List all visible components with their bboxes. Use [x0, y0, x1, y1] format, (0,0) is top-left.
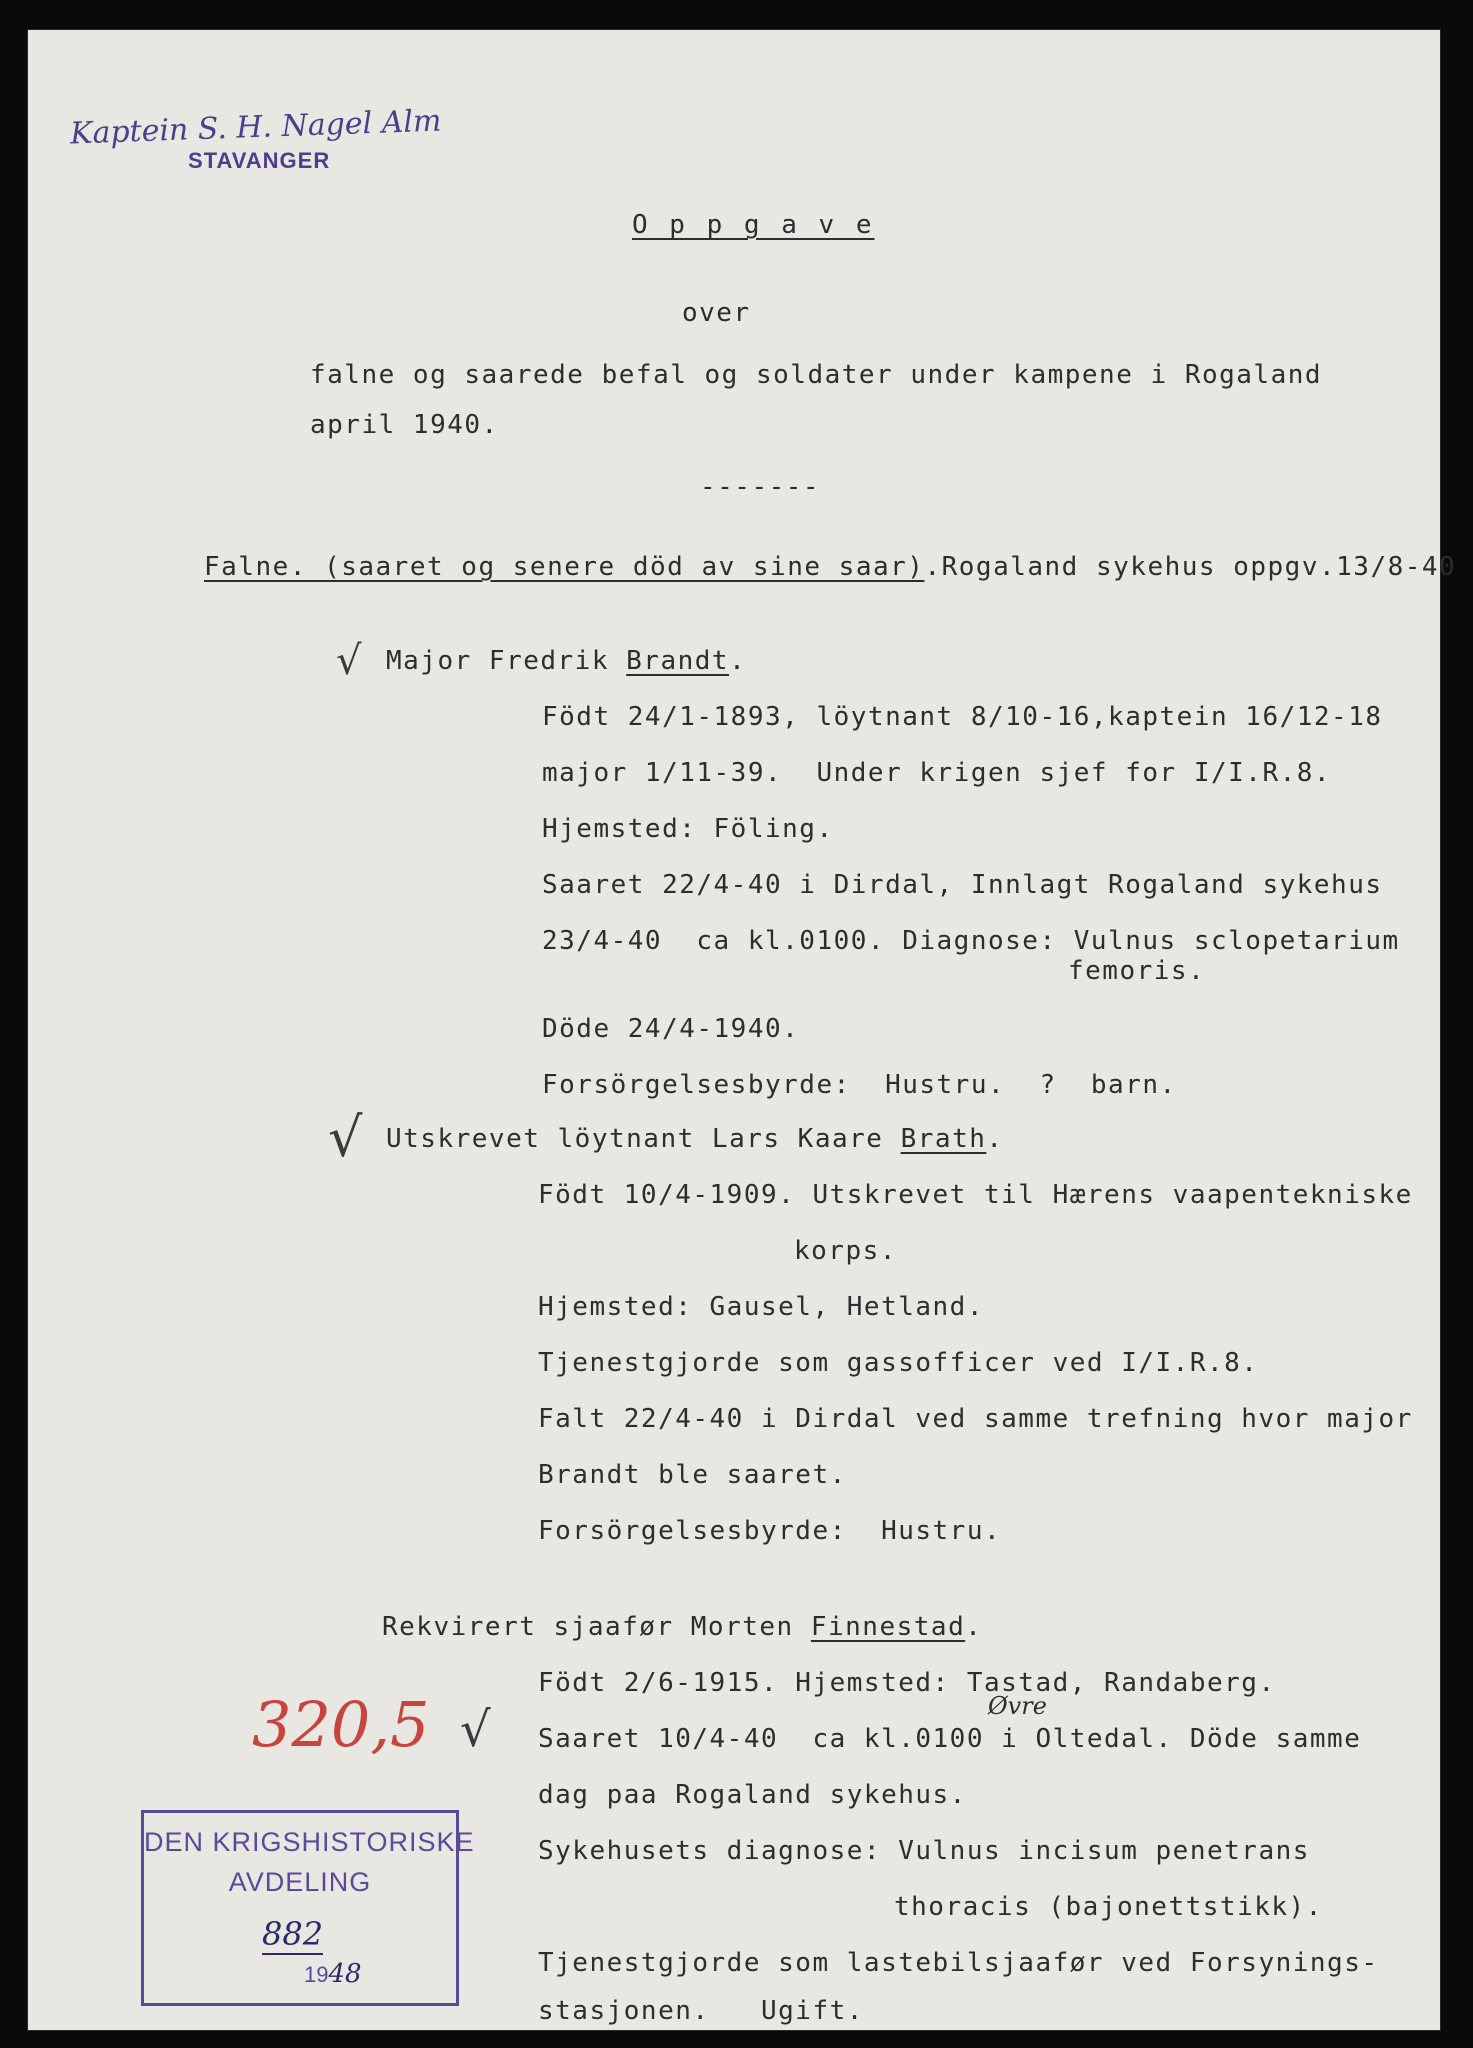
- entry-3-line: stasjonen. Ugift.: [538, 1996, 864, 2026]
- entry-2-rank: Utskrevet löytnant Lars Kaare: [386, 1124, 901, 1154]
- entry-1-line: Hjemsted: Föling.: [542, 814, 834, 844]
- entry-3-line: dag paa Rogaland sykehus.: [538, 1780, 967, 1810]
- entry-1-line: major 1/11-39. Under krigen sjef for I/I.R.8.: [542, 758, 1332, 788]
- document-title: O p p g a v e: [632, 210, 875, 240]
- entry-2-line: Hjemsted: Gausel, Hetland.: [538, 1292, 984, 1322]
- entry-1-line: Forsörgelsesbyrde: Hustru. ? barn.: [542, 1070, 1177, 1100]
- entry-2-name: [386, 1124, 1004, 1154]
- archive-number: 320,5: [252, 1688, 430, 1761]
- archive-stamp-number: 882: [262, 1915, 324, 1953]
- entry-3-line: thoracis (bajonettstikk).: [894, 1892, 1323, 1922]
- section-heading-line: [204, 552, 1456, 582]
- entry-3-line: Sykehusets diagnose: Vulnus incisum penetrans: [538, 1836, 1310, 1866]
- section-source: .Rogaland sykehus oppgv.13/8-40: [924, 552, 1457, 582]
- entry-1-rank: Major Fredrik: [386, 646, 627, 676]
- archive-stamp: [141, 1810, 475, 2006]
- entry-3-role: Rekvirert sjaafør Morten: [382, 1612, 811, 1642]
- city-stamp: STAVANGER: [188, 148, 331, 173]
- checkmark-entry-2: √: [328, 1106, 363, 1169]
- entry-2-surname: Brath: [900, 1124, 987, 1154]
- entry-2-line: Brandt ble saaret.: [538, 1460, 847, 1490]
- title-over: over: [682, 298, 751, 328]
- separator-dashes: -------: [700, 472, 821, 502]
- entry-1-line: 23/4-40 ca kl.0100. Diagnose: Vulnus sclopetarium: [542, 926, 1400, 956]
- archive-checkmark: √: [460, 1702, 491, 1758]
- entry-3-surname: Finnestad: [810, 1612, 966, 1642]
- entry-1-suffix: .: [729, 646, 747, 676]
- entry-1-name: [386, 646, 746, 676]
- archive-stamp-year-printed: 19: [304, 1962, 329, 1987]
- entry-2-line: Födt 10/4-1909. Utskrevet til Hærens vaapentekniske: [538, 1180, 1413, 1210]
- handwritten-insert: Øvre: [988, 1692, 1047, 1720]
- entry-1-surname: Brandt: [626, 646, 730, 676]
- subtitle-line-2: april 1940.: [310, 410, 499, 440]
- archive-stamp-line-1: DEN KRIGSHISTORISKE: [144, 1827, 475, 1857]
- entry-3-line: Saaret 10/4-40 ca kl.0100 i Oltedal. Döde samme: [538, 1724, 1362, 1754]
- subtitle-line-1: falne og saarede befal og soldater under kampene i Rogaland: [310, 360, 1323, 390]
- entry-3-line: Tjenestgjorde som lastebilsjaafør ved Forsynings-: [538, 1948, 1379, 1978]
- entry-2-line: Tjenestgjorde som gassofficer ved I/I.R.8.: [538, 1348, 1259, 1378]
- entry-2-suffix: .: [986, 1124, 1004, 1154]
- entry-2-line: Falt 22/4-40 i Dirdal ved samme trefning hvor major: [538, 1404, 1413, 1434]
- entry-1-line: Födt 24/1-1893, löytnant 8/10-16,kaptein 16/12-18: [542, 702, 1383, 732]
- officer-name-stamp: Kaptein S. H. Nagel Alm: [69, 103, 442, 152]
- checkmark-entry-1: √: [336, 638, 362, 684]
- archive-stamp-year: [304, 1959, 362, 1989]
- section-heading: Falne. (saaret og senere död av sine saar): [204, 552, 925, 582]
- archive-stamp-year-hand: 48: [328, 1959, 362, 1989]
- entry-2-line: korps.: [794, 1236, 897, 1266]
- entry-3-suffix: .: [965, 1612, 983, 1642]
- entry-3-line: Födt 2/6-1915. Hjemsted: Tastad, Randaberg.: [538, 1668, 1276, 1698]
- entry-1-line: femoris.: [1068, 956, 1206, 986]
- archive-stamp-line-2: AVDELING: [228, 1867, 372, 1897]
- entry-3-name: [382, 1612, 982, 1642]
- document-page: [28, 30, 1457, 2030]
- entry-2-line: Forsörgelsesbyrde: Hustru.: [538, 1516, 1002, 1546]
- entry-1-line: Döde 24/4-1940.: [542, 1014, 800, 1044]
- entry-1-line: Saaret 22/4-40 i Dirdal, Innlagt Rogaland sykehus: [542, 870, 1383, 900]
